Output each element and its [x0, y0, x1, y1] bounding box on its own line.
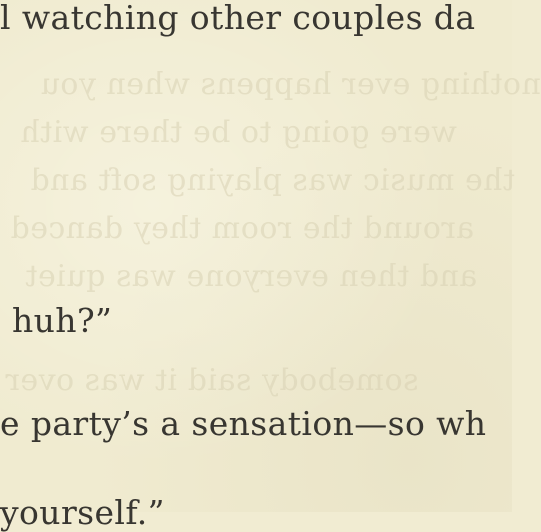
text-line-1: l watching other couples da	[0, 0, 476, 37]
text-line-3: e party’s a sensation—so wh	[0, 404, 487, 443]
text-line-4: yourself.”	[0, 493, 165, 532]
bleed-through-line: around the room they danced	[10, 211, 475, 246]
bleed-through-line: were going to be there with	[20, 115, 458, 150]
text-line-2: huh?”	[12, 301, 113, 340]
bleed-through-line: nothing ever happens when you	[40, 67, 541, 102]
bleed-through-line: and then everyone was quiet	[25, 259, 478, 294]
bleed-through-line: somebody said it was over	[5, 363, 419, 398]
bleed-through-line: the music was playing soft and	[30, 163, 516, 198]
